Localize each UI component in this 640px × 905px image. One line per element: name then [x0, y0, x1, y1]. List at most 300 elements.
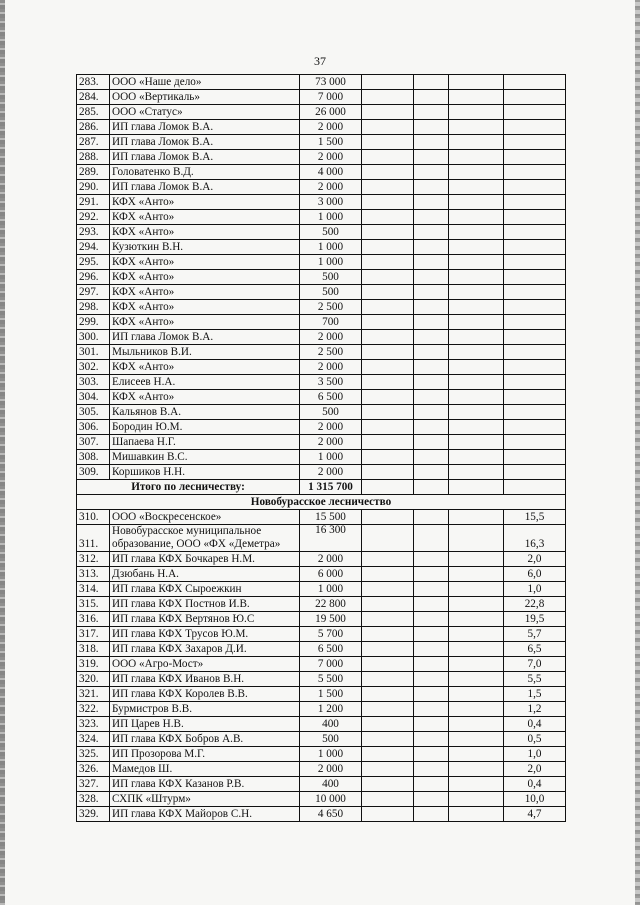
row-name: Дзюбань Н.А. [110, 567, 300, 582]
row-value [504, 405, 566, 420]
row-name: ООО «Агро-Мост» [110, 657, 300, 672]
table-cell-empty [414, 330, 449, 345]
row-value: 2,0 [504, 762, 566, 777]
table-cell-empty [449, 435, 504, 450]
table-cell-empty [449, 807, 504, 822]
row-value [504, 210, 566, 225]
table-cell-empty [449, 657, 504, 672]
table-cell-empty [414, 702, 449, 717]
page-number: 37 [314, 54, 326, 68]
row-name: КФХ «Анто» [110, 210, 300, 225]
row-quantity: 500 [300, 285, 362, 300]
table-row [77, 510, 566, 525]
table-cell-empty [449, 717, 504, 732]
row-quantity: 2 000 [300, 762, 362, 777]
table-row [77, 525, 566, 552]
table-row [77, 90, 566, 105]
row-name: КФХ «Анто» [110, 390, 300, 405]
table-cell-empty [449, 525, 504, 552]
table-cell-empty [449, 762, 504, 777]
table-cell-empty [414, 597, 449, 612]
table-body-summary [77, 480, 566, 510]
row-number: 288. [77, 150, 110, 165]
row-number: 324. [77, 732, 110, 747]
table-cell-empty [362, 702, 414, 717]
table-cell-empty [414, 582, 449, 597]
table-cell-empty [362, 612, 414, 627]
table-row [77, 180, 566, 195]
table-row [77, 612, 566, 627]
row-name: КФХ «Анто» [110, 315, 300, 330]
table-row [77, 642, 566, 657]
row-value [504, 450, 566, 465]
table-cell-empty [362, 330, 414, 345]
row-value [504, 120, 566, 135]
table-row [77, 792, 566, 807]
table-cell-empty [449, 627, 504, 642]
table-cell-empty [362, 420, 414, 435]
row-name: КФХ «Анто» [110, 255, 300, 270]
table-cell-empty [414, 165, 449, 180]
table-row [77, 315, 566, 330]
row-name: ИП глава Ломок В.А. [110, 150, 300, 165]
table-cell-empty [362, 135, 414, 150]
table-cell-empty [362, 270, 414, 285]
row-value [504, 165, 566, 180]
table-row [77, 120, 566, 135]
table-cell-empty [449, 465, 504, 480]
table-cell-empty [362, 525, 414, 552]
table-cell-empty [414, 450, 449, 465]
row-quantity: 500 [300, 225, 362, 240]
table-cell-empty [414, 672, 449, 687]
row-number: 300. [77, 330, 110, 345]
row-number: 285. [77, 105, 110, 120]
row-quantity: 2 000 [300, 435, 362, 450]
row-value [504, 195, 566, 210]
table-cell-empty [414, 90, 449, 105]
table-cell-empty [449, 480, 504, 495]
table-row [77, 360, 566, 375]
table-cell-empty [449, 240, 504, 255]
table-cell-empty [449, 582, 504, 597]
table-row [77, 732, 566, 747]
table-cell-empty [449, 567, 504, 582]
table-cell-empty [362, 687, 414, 702]
row-name: Елисеев Н.А. [110, 375, 300, 390]
row-value: 0,5 [504, 732, 566, 747]
row-number: 315. [77, 597, 110, 612]
row-quantity: 26 000 [300, 105, 362, 120]
table-cell-empty [414, 627, 449, 642]
row-value [504, 90, 566, 105]
row-name: Кузюткин В.Н. [110, 240, 300, 255]
total-row [77, 480, 566, 495]
row-number: 317. [77, 627, 110, 642]
row-quantity: 500 [300, 405, 362, 420]
table-row [77, 597, 566, 612]
table-cell-empty [449, 90, 504, 105]
row-value [504, 420, 566, 435]
table-cell-empty [449, 360, 504, 375]
table-row [77, 240, 566, 255]
table-cell-empty [414, 255, 449, 270]
table-cell-empty [449, 195, 504, 210]
row-name: ООО «Воскресенское» [110, 510, 300, 525]
table-cell-empty [449, 702, 504, 717]
row-name: ИП Царев Н.В. [110, 717, 300, 732]
row-number: 321. [77, 687, 110, 702]
row-number: 319. [77, 657, 110, 672]
table-cell-empty [414, 105, 449, 120]
row-name: ИП глава Ломок В.А. [110, 330, 300, 345]
table-cell-empty [414, 510, 449, 525]
row-quantity: 15 500 [300, 510, 362, 525]
table-row [77, 582, 566, 597]
table-row [77, 210, 566, 225]
table-cell-empty [414, 195, 449, 210]
row-name: КФХ «Анто» [110, 195, 300, 210]
row-value [504, 285, 566, 300]
row-value [504, 240, 566, 255]
row-quantity: 2 000 [300, 180, 362, 195]
row-quantity: 16 300 [300, 525, 362, 552]
row-value [504, 330, 566, 345]
table-row [77, 135, 566, 150]
row-number: 308. [77, 450, 110, 465]
row-quantity: 1 500 [300, 135, 362, 150]
table-cell-empty [414, 525, 449, 552]
row-number: 318. [77, 642, 110, 657]
table-cell-empty [414, 180, 449, 195]
table-cell-empty [362, 480, 414, 495]
row-quantity: 400 [300, 717, 362, 732]
row-value: 5,5 [504, 672, 566, 687]
row-quantity: 2 000 [300, 330, 362, 345]
row-number: 298. [77, 300, 110, 315]
table-row [77, 465, 566, 480]
table-cell-empty [449, 747, 504, 762]
row-value: 7,0 [504, 657, 566, 672]
row-value [504, 465, 566, 480]
row-number: 301. [77, 345, 110, 360]
table-cell-empty [414, 792, 449, 807]
row-number: 303. [77, 375, 110, 390]
table-cell-empty [449, 210, 504, 225]
row-quantity: 7 000 [300, 657, 362, 672]
table-row [77, 270, 566, 285]
row-quantity: 7 000 [300, 90, 362, 105]
table-cell-empty [449, 300, 504, 315]
table-cell-empty [362, 450, 414, 465]
table-cell-empty [449, 420, 504, 435]
section-header-row [77, 495, 566, 510]
row-value [504, 435, 566, 450]
table-cell-empty [362, 642, 414, 657]
row-value: 10,0 [504, 792, 566, 807]
row-quantity: 6 000 [300, 567, 362, 582]
table-row [77, 300, 566, 315]
table-row [77, 150, 566, 165]
table-cell-empty [449, 315, 504, 330]
table-row [77, 375, 566, 390]
table-cell-empty [414, 747, 449, 762]
row-number: 293. [77, 225, 110, 240]
table-cell-empty [362, 285, 414, 300]
row-quantity: 1 000 [300, 747, 362, 762]
row-number: 296. [77, 270, 110, 285]
table-cell-empty [362, 195, 414, 210]
row-number: 325. [77, 747, 110, 762]
row-name: КФХ «Анто» [110, 225, 300, 240]
table-cell-empty [449, 405, 504, 420]
row-name: ООО «Статус» [110, 105, 300, 120]
row-number: 305. [77, 405, 110, 420]
table-row [77, 105, 566, 120]
row-value [504, 300, 566, 315]
row-quantity: 5 500 [300, 672, 362, 687]
row-name: Коршиков Н.Н. [110, 465, 300, 480]
row-value: 15,5 [504, 510, 566, 525]
row-name: СХПК «Штурм» [110, 792, 300, 807]
table-cell-empty [449, 390, 504, 405]
row-value: 1,5 [504, 687, 566, 702]
table-row [77, 255, 566, 270]
table-cell-empty [449, 375, 504, 390]
table-cell-empty [414, 405, 449, 420]
table-row [77, 390, 566, 405]
table-cell-empty [362, 717, 414, 732]
table-cell-empty [362, 300, 414, 315]
table-cell-empty [449, 135, 504, 150]
row-quantity: 1 000 [300, 240, 362, 255]
row-name: Кальянов В.А. [110, 405, 300, 420]
scan-edge-right [635, 0, 640, 905]
table-cell-empty [362, 627, 414, 642]
row-quantity: 2 000 [300, 360, 362, 375]
total-value: 1 315 700 [300, 480, 362, 495]
table-cell-empty [449, 180, 504, 195]
row-number: 289. [77, 165, 110, 180]
table-row [77, 75, 566, 90]
row-name: ИП глава КФХ Казанов Р.В. [110, 777, 300, 792]
row-name: ИП глава КФХ Королев В.В. [110, 687, 300, 702]
row-number: 306. [77, 420, 110, 435]
row-number: 316. [77, 612, 110, 627]
table-cell-empty [414, 300, 449, 315]
row-name: Шапаева Н.Г. [110, 435, 300, 450]
table-cell-empty [414, 120, 449, 135]
table-cell-empty [504, 480, 566, 495]
row-value: 1,2 [504, 702, 566, 717]
row-name: ИП глава Ломок В.А. [110, 135, 300, 150]
row-number: 299. [77, 315, 110, 330]
table-cell-empty [362, 807, 414, 822]
row-name: ИП глава КФХ Иванов В.Н. [110, 672, 300, 687]
row-value: 16,3 [504, 525, 566, 552]
row-quantity: 3 500 [300, 375, 362, 390]
row-quantity: 700 [300, 315, 362, 330]
table-row [77, 672, 566, 687]
table-cell-empty [449, 270, 504, 285]
table-cell-empty [449, 450, 504, 465]
row-name: ИП глава КФХ Сыроежкин [110, 582, 300, 597]
row-quantity: 2 500 [300, 345, 362, 360]
table-body-top [77, 75, 566, 480]
row-quantity: 1 000 [300, 450, 362, 465]
table-cell-empty [449, 612, 504, 627]
table-row [77, 657, 566, 672]
table-cell-empty [362, 552, 414, 567]
row-value [504, 180, 566, 195]
table-cell-empty [449, 552, 504, 567]
row-quantity: 2 000 [300, 120, 362, 135]
table-cell-empty [449, 285, 504, 300]
row-name: ООО «Наше дело» [110, 75, 300, 90]
table-row [77, 747, 566, 762]
row-number: 295. [77, 255, 110, 270]
row-quantity: 2 000 [300, 552, 362, 567]
row-name: ИП глава КФХ Бочкарев Н.М. [110, 552, 300, 567]
table-cell-empty [362, 90, 414, 105]
row-number: 314. [77, 582, 110, 597]
row-value: 6,5 [504, 642, 566, 657]
table-cell-empty [362, 732, 414, 747]
table-row [77, 165, 566, 180]
table-cell-empty [362, 435, 414, 450]
table-row [77, 330, 566, 345]
table-row [77, 777, 566, 792]
table-cell-empty [362, 792, 414, 807]
row-value: 6,0 [504, 567, 566, 582]
table-row [77, 567, 566, 582]
row-name: ИП Прозорова М.Г. [110, 747, 300, 762]
table-cell-empty [362, 405, 414, 420]
row-value [504, 150, 566, 165]
table-cell-empty [362, 225, 414, 240]
table-cell-empty [414, 420, 449, 435]
row-name: ИП глава КФХ Бобров А.В. [110, 732, 300, 747]
row-quantity: 4 000 [300, 165, 362, 180]
table-cell-empty [362, 465, 414, 480]
table-cell-empty [414, 552, 449, 567]
table-cell-empty [414, 465, 449, 480]
row-number: 294. [77, 240, 110, 255]
row-value: 5,7 [504, 627, 566, 642]
row-value: 4,7 [504, 807, 566, 822]
row-name: КФХ «Анто» [110, 300, 300, 315]
row-quantity: 2 000 [300, 420, 362, 435]
row-number: 287. [77, 135, 110, 150]
row-quantity: 400 [300, 777, 362, 792]
table-cell-empty [414, 285, 449, 300]
row-quantity: 19 500 [300, 612, 362, 627]
table-cell-empty [449, 687, 504, 702]
row-value: 22,8 [504, 597, 566, 612]
row-quantity: 500 [300, 270, 362, 285]
row-number: 309. [77, 465, 110, 480]
row-value [504, 105, 566, 120]
row-quantity: 2 000 [300, 150, 362, 165]
row-number: 291. [77, 195, 110, 210]
table-row [77, 195, 566, 210]
row-number: 313. [77, 567, 110, 582]
table-cell-empty [362, 597, 414, 612]
table-row [77, 717, 566, 732]
row-value [504, 255, 566, 270]
allocation-table [76, 74, 566, 822]
row-name: Бурмистров В.В. [110, 702, 300, 717]
row-name: ИП глава КФХ Постнов И.В. [110, 597, 300, 612]
row-quantity: 4 650 [300, 807, 362, 822]
table-body-bottom [77, 510, 566, 822]
row-value: 0,4 [504, 717, 566, 732]
table-cell-empty [449, 792, 504, 807]
table-cell-empty [362, 360, 414, 375]
row-name: Мишавкин В.С. [110, 450, 300, 465]
row-number: 311. [77, 525, 110, 552]
row-quantity: 1 500 [300, 687, 362, 702]
table-cell-empty [362, 345, 414, 360]
table-cell-empty [414, 657, 449, 672]
row-name: КФХ «Анто» [110, 270, 300, 285]
table-cell-empty [362, 762, 414, 777]
row-quantity: 2 000 [300, 465, 362, 480]
table-cell-empty [414, 390, 449, 405]
row-value: 1,0 [504, 582, 566, 597]
row-number: 320. [77, 672, 110, 687]
table-row [77, 345, 566, 360]
row-name: КФХ «Анто» [110, 360, 300, 375]
row-number: 307. [77, 435, 110, 450]
table-cell-empty [414, 315, 449, 330]
row-name: ИП глава КФХ Вертянов Ю.С [110, 612, 300, 627]
table-cell-empty [414, 480, 449, 495]
table-cell-empty [362, 105, 414, 120]
table-cell-empty [449, 165, 504, 180]
table-row [77, 807, 566, 822]
table-cell-empty [414, 375, 449, 390]
row-value [504, 315, 566, 330]
row-number: 310. [77, 510, 110, 525]
table-cell-empty [449, 597, 504, 612]
table-cell-empty [414, 762, 449, 777]
row-value [504, 225, 566, 240]
row-name: Мыльников В.И. [110, 345, 300, 360]
table-row [77, 225, 566, 240]
table-cell-empty [449, 225, 504, 240]
table-cell-empty [414, 210, 449, 225]
table-cell-empty [362, 180, 414, 195]
row-number: 312. [77, 552, 110, 567]
table-cell-empty [362, 747, 414, 762]
table-cell-empty [414, 435, 449, 450]
row-quantity: 6 500 [300, 642, 362, 657]
table-cell-empty [449, 345, 504, 360]
table-row [77, 450, 566, 465]
row-name: Мамедов Ш. [110, 762, 300, 777]
row-number: 286. [77, 120, 110, 135]
row-value: 2,0 [504, 552, 566, 567]
row-name: ИП глава Ломок В.А. [110, 120, 300, 135]
table-cell-empty [362, 390, 414, 405]
table-cell-empty [449, 120, 504, 135]
row-number: 327. [77, 777, 110, 792]
table-cell-empty [414, 135, 449, 150]
table-cell-empty [362, 375, 414, 390]
row-name: Бородин Ю.М. [110, 420, 300, 435]
row-number: 290. [77, 180, 110, 195]
